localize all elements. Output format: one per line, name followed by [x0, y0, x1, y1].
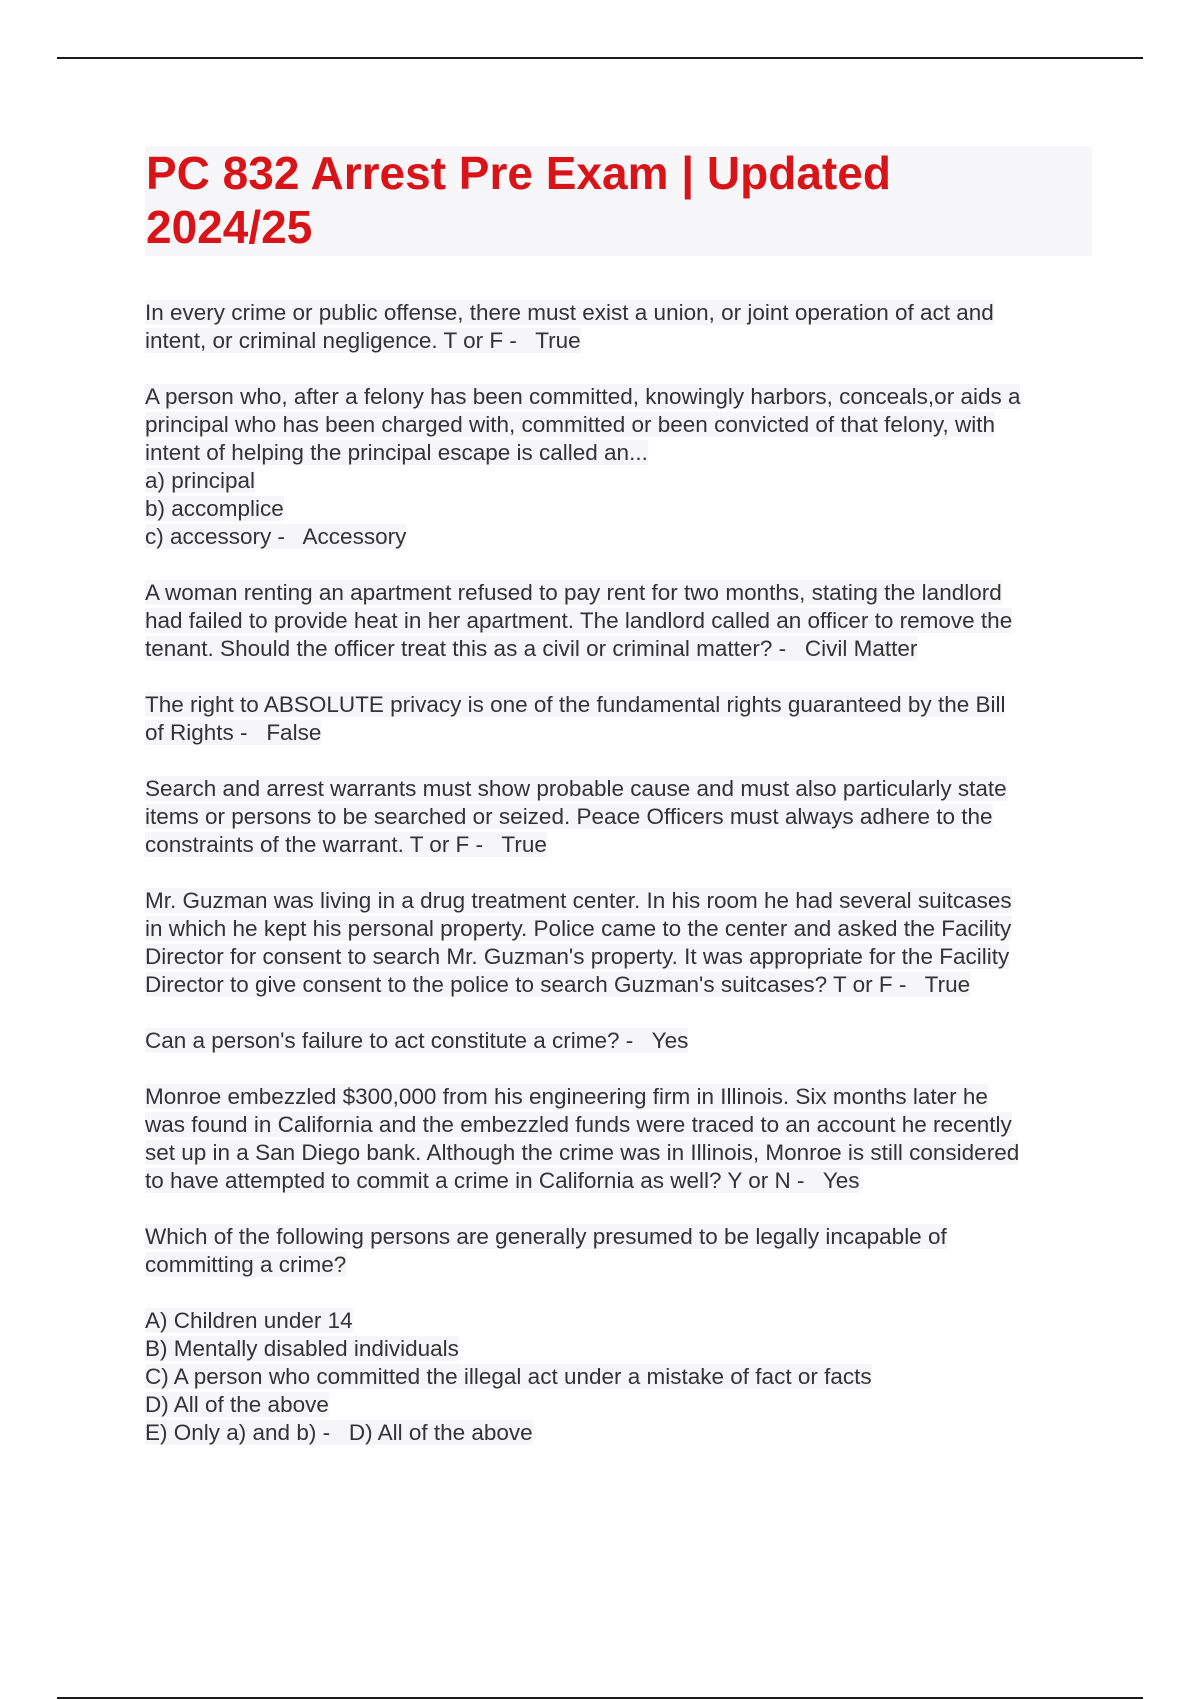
question-line [145, 383, 1095, 411]
question-text: Search and arrest warrants must show probable cause and must also particularly state [145, 776, 1007, 801]
question-text: Director to give consent to the police to search Guzman's suitcases? T or F - [145, 972, 907, 997]
question-line [145, 943, 1095, 971]
question-text: principal who has been charged with, committed or been convicted of that felony, with [145, 412, 996, 437]
question-text: In every crime or public offense, there must exist a union, or joint operation of act and [145, 300, 994, 325]
question-text: committing a crime? [145, 1252, 347, 1277]
question-answer-row [145, 972, 970, 997]
question-text: to have attempted to commit a crime in California as well? Y or N - [145, 1168, 805, 1193]
question-text: A) Children under 14 [145, 1308, 353, 1333]
question-answer-row [145, 1028, 688, 1053]
answer-text: True [924, 972, 971, 997]
question-line [145, 915, 1095, 943]
answer-text: Yes [651, 1028, 689, 1053]
qa-item [145, 1027, 1095, 1055]
question-line [145, 1419, 1095, 1447]
question-text: E) Only a) and b) - [145, 1420, 331, 1445]
question-line [145, 1251, 1095, 1279]
qa-item [145, 691, 1095, 747]
question-text: The right to ABSOLUTE privacy is one of the fundamental rights guaranteed by the Bill [145, 692, 1006, 717]
question-text: of Rights - [145, 720, 248, 745]
document-title [146, 146, 1076, 254]
question-text: was found in California and the embezzled funds were traced to an account he recently [145, 1112, 1012, 1137]
question-line [145, 1111, 1095, 1139]
question-line [145, 411, 1095, 439]
question-text: had failed to provide heat in her apartment. The landlord called an officer to remove the [145, 608, 1013, 633]
question-text: constraints of the warrant. T or F - [145, 832, 484, 857]
question-answer-row [145, 720, 321, 745]
question-text: D) All of the above [145, 1392, 329, 1417]
qa-item [145, 383, 1095, 551]
question-line [145, 887, 1095, 915]
question-line [145, 1391, 1095, 1419]
answer-text: Accessory [302, 524, 407, 549]
footer-rule [57, 1697, 1143, 1699]
question-text: b) accomplice [145, 496, 284, 521]
question-line [145, 971, 1095, 999]
answer-text: Civil Matter [804, 636, 918, 661]
question-line [145, 439, 1095, 467]
qa-item [145, 1223, 1095, 1447]
question-line [145, 1139, 1095, 1167]
question-text: Mr. Guzman was living in a drug treatment center. In his room he had several suitcases [145, 888, 1012, 913]
question-line [145, 1307, 1095, 1335]
qa-item [145, 775, 1095, 859]
answer-text: D) All of the above [348, 1420, 533, 1445]
question-answer-row [145, 328, 581, 353]
qa-item [145, 579, 1095, 663]
question-line [145, 691, 1095, 719]
question-line [145, 1335, 1095, 1363]
question-text: A person who, after a felony has been committed, knowingly harbors, conceals,or aids a [145, 384, 1021, 409]
answer-text: True [535, 328, 581, 353]
question-answer-row [145, 524, 406, 549]
question-line [145, 635, 1095, 663]
question-answer-row [145, 832, 547, 857]
question-text: tenant. Should the officer treat this as a civil or criminal matter? - [145, 636, 787, 661]
title-line-1: PC 832 Arrest Pre Exam | Updated [146, 147, 891, 199]
question-answer-row [145, 1420, 533, 1445]
question-line [145, 1027, 1095, 1055]
question-line [145, 327, 1095, 355]
question-text: Can a person's failure to act constitute a crime? - [145, 1028, 634, 1053]
qa-list [145, 299, 1095, 1475]
question-line [145, 467, 1095, 495]
qa-item [145, 1083, 1095, 1195]
question-text: set up in a San Diego bank. Although the crime was in Illinois, Monroe is still considered [145, 1140, 1020, 1165]
question-text: items or persons to be searched or seized. Peace Officers must always adhere to the [145, 804, 993, 829]
question-line [145, 299, 1095, 327]
question-text: intent of helping the principal escape is called an... [145, 440, 648, 465]
question-line [145, 775, 1095, 803]
question-text: Monroe embezzled $300,000 from his engineering firm in Illinois. Six months later he [145, 1084, 988, 1109]
question-line [145, 495, 1095, 523]
question-line [145, 579, 1095, 607]
question-line [145, 1167, 1095, 1195]
question-line [145, 719, 1095, 747]
question-line [145, 803, 1095, 831]
answer-text: Yes [822, 1168, 860, 1193]
question-line [145, 1363, 1095, 1391]
question-answer-row [145, 1168, 860, 1193]
answer-text: False [266, 720, 322, 745]
question-answer-row [145, 636, 917, 661]
answer-text: True [501, 832, 547, 857]
question-text: Director for consent to search Mr. Guzman's property. It was appropriate for the Facility [145, 944, 1010, 969]
question-text: in which he kept his personal property. Police came to the center and asked the Facility [145, 916, 1012, 941]
question-line [145, 1223, 1095, 1251]
question-text: C) A person who committed the illegal act under a mistake of fact or facts [145, 1364, 872, 1389]
question-text: Which of the following persons are generally presumed to be legally incapable of [145, 1224, 947, 1249]
question-line [145, 831, 1095, 859]
question-text: c) accessory - [145, 524, 286, 549]
blank-line [145, 1279, 1095, 1307]
qa-item [145, 887, 1095, 999]
question-line [145, 523, 1095, 551]
question-line [145, 1083, 1095, 1111]
question-text: intent, or criminal negligence. T or F - [145, 328, 517, 353]
question-text: A woman renting an apartment refused to pay rent for two months, stating the landlord [145, 580, 1002, 605]
header-rule [57, 57, 1143, 59]
question-text: a) principal [145, 468, 256, 493]
title-line-2: 2024/25 [146, 201, 313, 253]
qa-item [145, 299, 1095, 355]
question-line [145, 607, 1095, 635]
question-text: B) Mentally disabled individuals [145, 1336, 459, 1361]
